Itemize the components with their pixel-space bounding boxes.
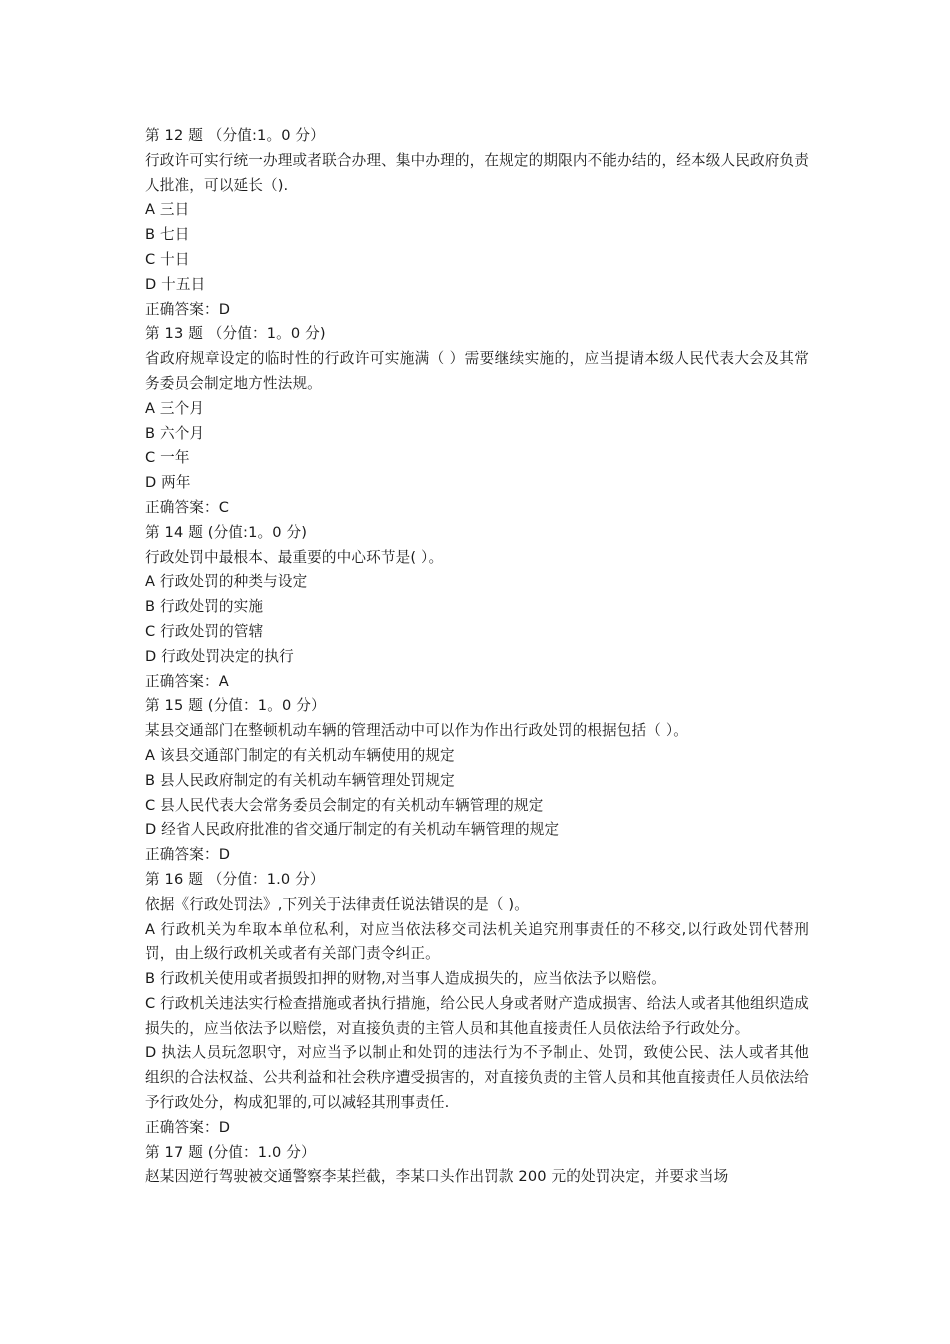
option-b: B 县人民政府制定的有关机动车辆管理处罚规定 [145, 771, 455, 789]
question-stem: 省政府规章设定的临时性的行政许可实施满（ ）需要继续实施的，应当提请本级人民代表大会及其常务委员会制定地方性法规。 [145, 350, 809, 392]
option-b: B 七日 [145, 226, 190, 244]
option-d: D 经省人民政府批准的省交通厅制定的有关机动车辆管理的规定 [145, 821, 560, 839]
option-b: B 行政处罚的实施 [145, 598, 264, 616]
correct-answer: 正确答案：D [145, 1118, 231, 1136]
option-d: D 行政处罚决定的执行 [145, 647, 294, 665]
correct-answer: 正确答案：A [145, 672, 229, 690]
question-stem: 某县交通部门在整顿机动车辆的管理活动中可以作为作出行政处罚的根据包括（ ）。 [145, 722, 689, 740]
question-header: 第 17 题 (分值：1.0 分） [145, 1143, 316, 1161]
correct-answer: 正确答案：C [145, 498, 230, 516]
question-stem: 赵某因逆行驾驶被交通警察李某拦截，李某口头作出罚款 200 元的处罚决定，并要求当场 [145, 1168, 729, 1186]
question-15 [145, 694, 809, 868]
question-header: 第 13 题 （分值：1。0 分) [145, 325, 326, 343]
question-14 [145, 521, 809, 695]
question-13 [145, 322, 809, 520]
question-stem: 依据《行政处罚法》,下列关于法律责任说法错误的是（ )。 [145, 895, 530, 913]
option-a: A 三日 [145, 201, 190, 219]
option-a: A 行政处罚的种类与设定 [145, 573, 308, 591]
option-a: A 行政机关为牟取本单位私利，对应当依法移交司法机关追究刑事责任的不移交,以行政处罚代替刑罚，由上级行政机关或者有关部门责令纠正。 [145, 920, 809, 963]
document-page [145, 124, 809, 1190]
question-header: 第 15 题 (分值：1。0 分） [145, 697, 326, 715]
question-stem: 行政处罚中最根本、最重要的中心环节是( ）。 [145, 548, 444, 566]
option-c: C 行政处罚的管辖 [145, 622, 264, 640]
option-c: C 十日 [145, 250, 190, 268]
option-c: C 县人民代表大会常务委员会制定的有关机动车辆管理的规定 [145, 796, 544, 814]
option-b: B 行政机关使用或者损毁扣押的财物,对当事人造成损失的，应当依法予以赔偿。 [145, 970, 667, 988]
option-d: D 执法人员玩忽职守，对应当予以制止和处罚的违法行为不予制止、处罚，致使公民、法人或者其他组织的合法权益、公共利益和社会秩序遭受损害的，对直接负责的主管人员和其他直接责任人员依法给予行政处分，构成犯罪的,可以减轻其刑事责任. [145, 1044, 809, 1112]
option-c: C 一年 [145, 449, 190, 467]
option-a: A 三个月 [145, 399, 205, 417]
question-header: 第 14 题 (分值:1。0 分) [145, 523, 308, 541]
question-header: 第 12 题 （分值:1。0 分） [145, 127, 325, 144]
option-b: B 六个月 [145, 424, 205, 442]
question-12 [145, 124, 809, 322]
option-a: A 该县交通部门制定的有关机动车辆使用的规定 [145, 746, 455, 764]
correct-answer: 正确答案：D [145, 846, 231, 864]
question-header: 第 16 题 （分值：1.0 分） [145, 870, 325, 888]
question-17 [145, 1141, 809, 1191]
option-d: D 两年 [145, 474, 191, 492]
option-c: C 行政机关违法实行检查措施或者执行措施，给公民人身或者财产造成损害、给法人或者其他组织造成损失的，应当依法予以赔偿，对直接负责的主管人员和其他直接责任人员依法给予行政处分。 [145, 994, 809, 1037]
correct-answer: 正确答案：D [145, 300, 231, 318]
option-d: D 十五日 [145, 275, 206, 293]
question-stem: 行政许可实行统一办理或者联合办理、集中办理的，在规定的期限内不能办结的，经本级人民政府负责人批准，可以延长（). [145, 151, 809, 194]
question-16 [145, 868, 809, 1141]
